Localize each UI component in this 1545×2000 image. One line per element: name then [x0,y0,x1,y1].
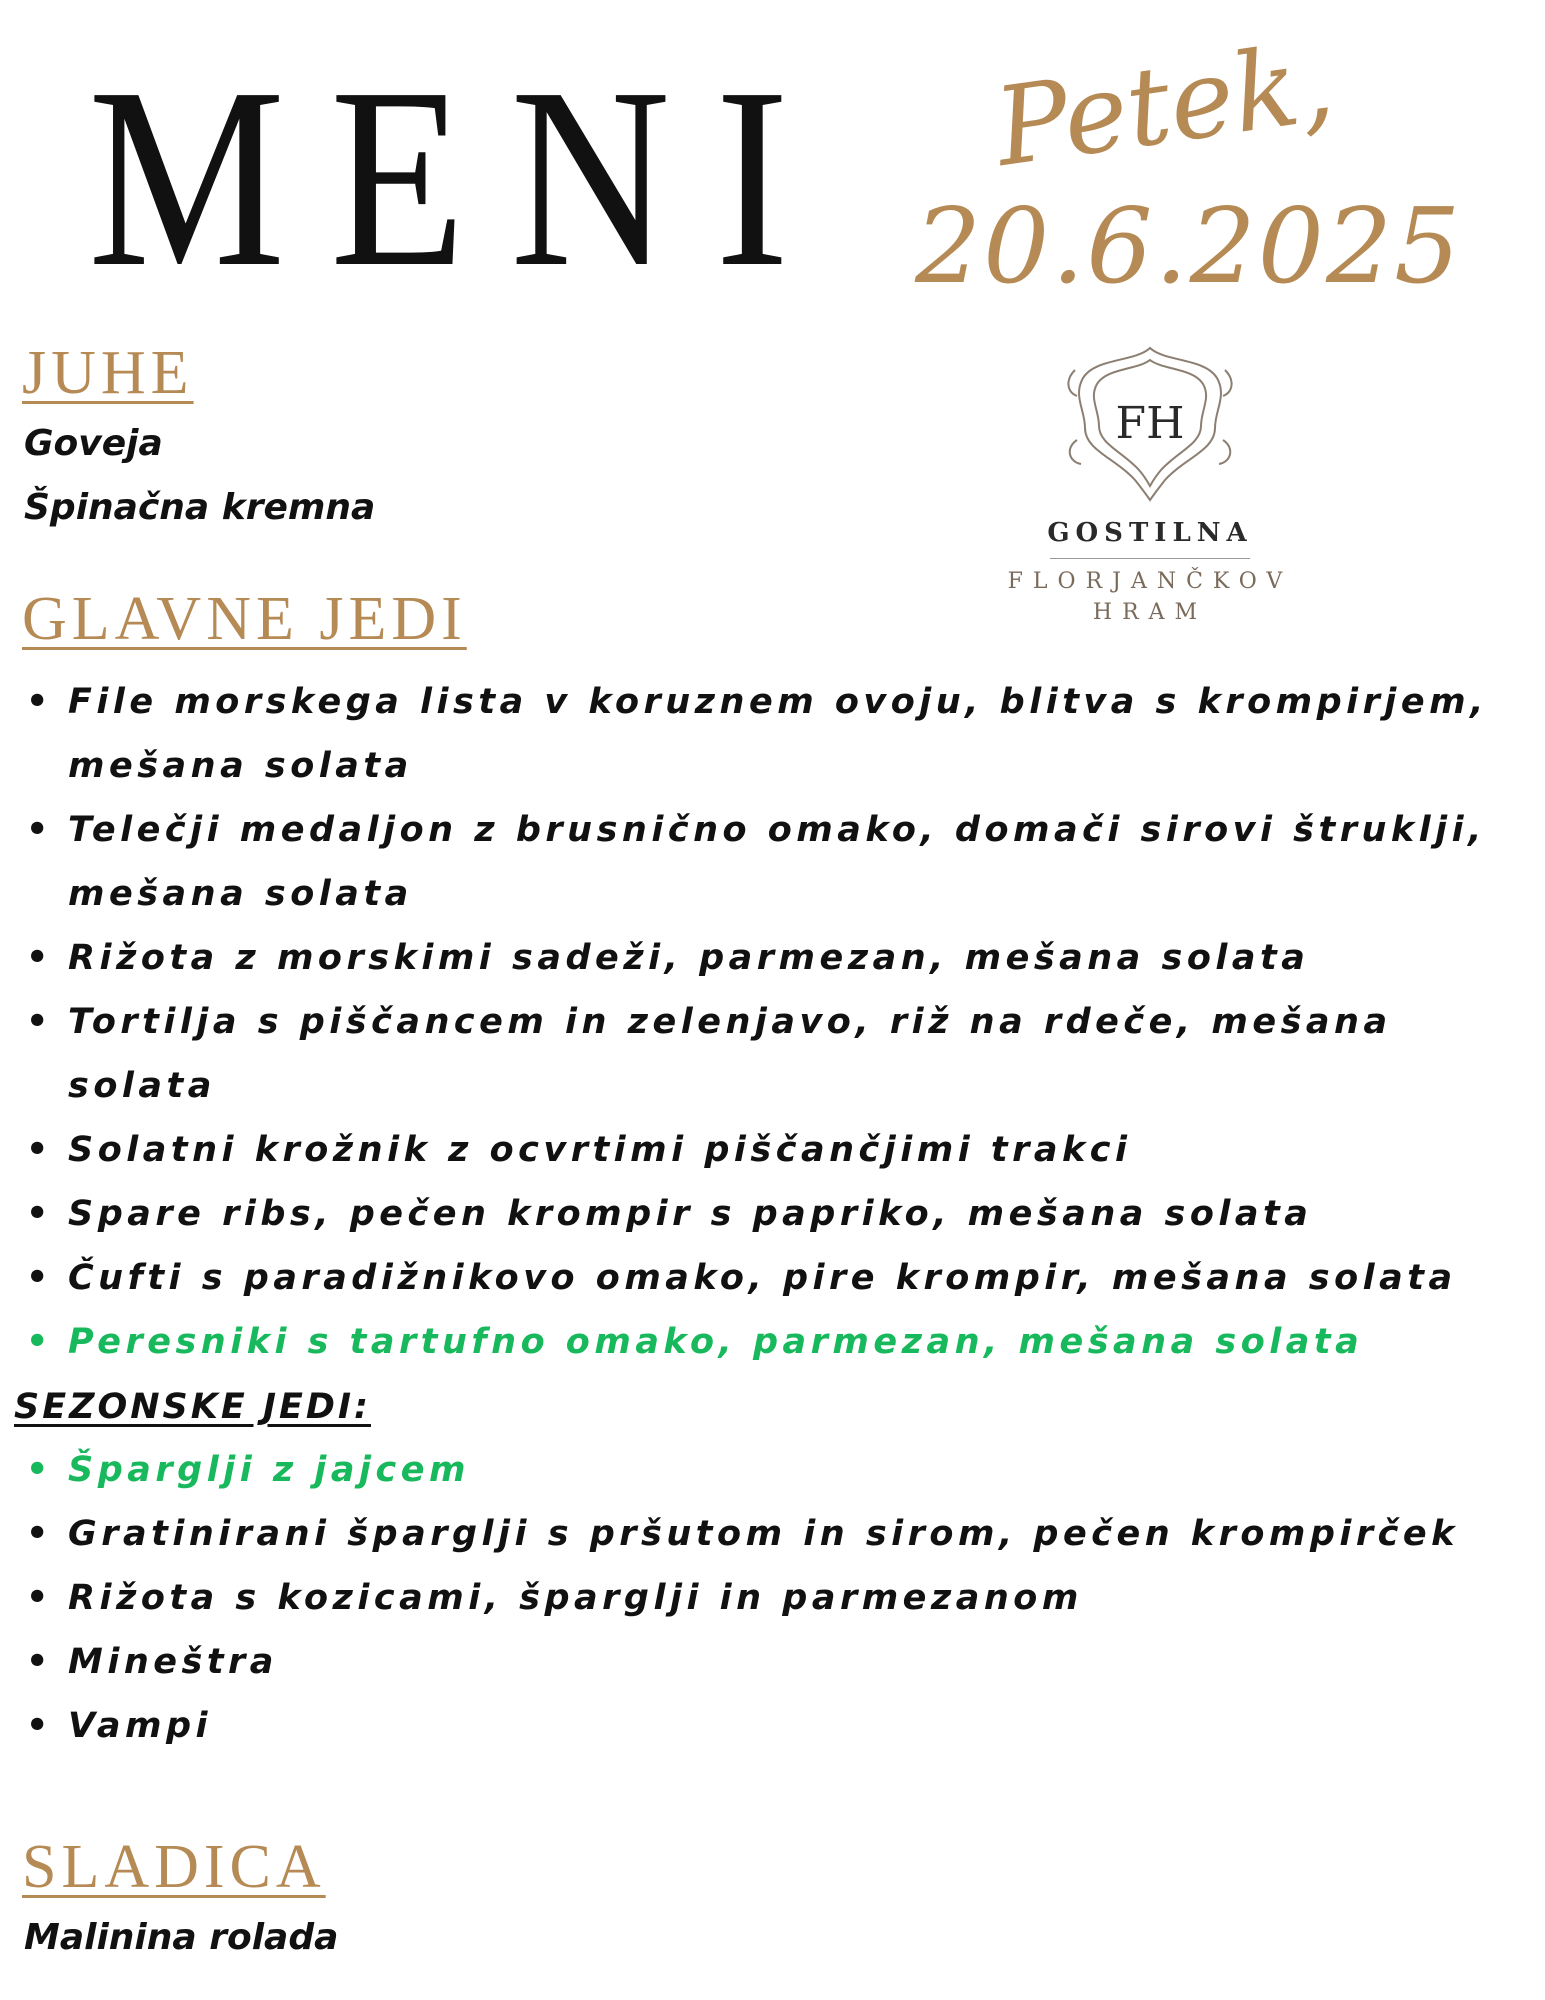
section-title-sezonske-jedi: SEZONSKE JEDI: [14,1387,371,1427]
section-title-sladica: SLADICA [22,1833,326,1901]
list-glavne-jedi [24,670,1524,1374]
list-item: Malinina rolada [24,1917,339,1958]
list-item: Špinačna kremna [24,487,376,528]
menu-title: MENI [88,34,834,320]
list-item: • Gratinirani šparglji s pršutom in sirom, pečen krompirček [24,1502,1524,1566]
logo-line-1: GOSTILNA [1047,518,1253,548]
list-item: • File morskega lista v koruznem ovoju, blitva s krompirjem, mešana solata [24,670,1524,798]
list-item-highlighted: • Šparglji z jajcem [24,1438,1524,1502]
restaurant-logo [985,340,1315,625]
logo-divider [1050,558,1250,559]
list-juhe [24,412,375,540]
list-item: • Mineštra [24,1630,1524,1694]
list-sladica [24,1906,338,1970]
list-item: • Tortilja s piščancem in zelenjavo, riž na rdeče, mešana solata [24,990,1524,1118]
list-item: • Solatni krožnik z ocvrtimi piščančjimi trakci [24,1118,1524,1182]
crest-icon [1055,340,1245,510]
list-item-highlighted: • Peresniki s tartufno omako, parmezan, mešana solata [24,1310,1524,1374]
section-title-glavne-jedi: GLAVNE JEDI [22,585,467,653]
logo-line-3: HRAM [1092,600,1208,625]
list-item: • Rižota s kozicami, šparglji in parmezanom [24,1566,1524,1630]
list-item: • Spare ribs, pečen krompir s papriko, mešana solata [24,1182,1524,1246]
logo-monogram: FH [1115,398,1185,449]
list-item: • Rižota z morskimi sadeži, parmezan, mešana solata [24,926,1524,990]
list-item: • Čufti s paradižnikovo omako, pire krompir, mešana solata [24,1246,1524,1310]
date-day: Petek, [987,20,1341,191]
section-title-juhe: JUHE [22,339,194,407]
date-number: 20.6.2025 [915,184,1463,307]
list-item: • Telečji medaljon z brusnično omako, domači sirovi štruklji, mešana solata [24,798,1524,926]
list-item: • Vampi [24,1694,1524,1758]
list-item: Goveja [24,423,163,464]
date-heading [905,20,1463,307]
list-sezonske-jedi [24,1438,1524,1758]
logo-line-2: FLORJANČKOV [1007,569,1293,594]
